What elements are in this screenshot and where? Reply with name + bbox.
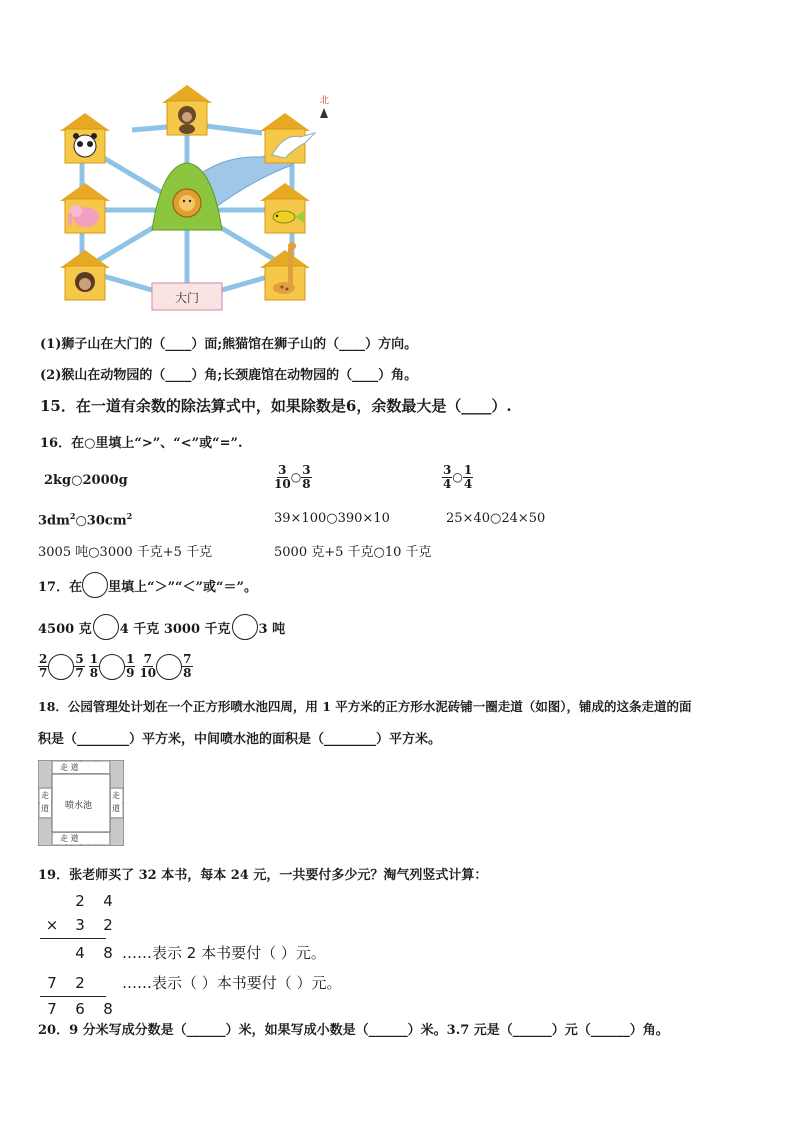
house-fish — [260, 183, 310, 233]
vm-row4-note: ……表示（ ）本书要付（ ）元。 — [122, 974, 342, 992]
vm-row5: 7 6 8 — [47, 1000, 113, 1018]
q18-line1: 18．公园管理处计划在一个正方形喷水池四周，用 1 平方米的正方形水泥砖铺一圈走道（如图），铺成的这条走道的面 — [38, 699, 692, 714]
panda-icon — [73, 133, 97, 157]
q16-item-a: 2kg○2000g — [44, 473, 128, 488]
answer-circle[interactable] — [156, 654, 182, 680]
walkway-bottom-label: 走 道 — [60, 834, 79, 843]
gate-label: 大门 — [174, 291, 200, 305]
answer-circle[interactable] — [48, 654, 74, 680]
lion-icon — [173, 189, 201, 217]
q16-item-h: 5000 克+5 千克○10 千克 — [274, 545, 432, 560]
walkway-right-label: 走道 — [112, 791, 120, 813]
q16-item-e: 39×100○390×10 — [274, 511, 390, 526]
vm-row1: 2 4 — [75, 892, 113, 910]
house-giraffe — [260, 242, 310, 300]
q16-item-d: $3dm^2○30cm^2$ — [38, 511, 133, 529]
vertical-multiplication — [38, 892, 458, 1024]
q14-line2: (2)猴山在动物园的（____）角;长颈鹿馆在动物园的（____）角。 — [40, 368, 418, 383]
gate — [152, 283, 222, 310]
walkway-left-label: 走道 — [41, 791, 49, 813]
q17-title: 17．在 里填上“＞”“＜”或“＝”。 — [38, 572, 257, 598]
q17-row1: 4500 克 4 千克 3000 千克 3 吨 — [38, 614, 285, 640]
q18-line2: 积是（________）平方米，中间喷水池的面积是（________）平方米。 — [38, 732, 442, 747]
q16-title: 16．在○里填上“>”、“<”或“=”. — [40, 436, 243, 451]
house-panda — [60, 113, 110, 163]
answer-circle[interactable] — [232, 614, 258, 640]
q17-circle-icon — [82, 572, 108, 598]
answer-circle[interactable] — [99, 654, 125, 680]
fountain-walkway-figure — [38, 760, 124, 846]
house-elephant — [60, 183, 110, 233]
q14-line1: (1)狮子山在大门的（____）面;熊猫馆在狮子山的（____）方向。 — [40, 337, 418, 352]
q16-item-g: 3005 吨○3000 千克+5 千克 — [38, 545, 213, 560]
fountain-label: 喷水池 — [65, 801, 93, 811]
answer-circle[interactable] — [93, 614, 119, 640]
gorilla-icon — [75, 272, 95, 292]
q19-text: 19．张老师买了 32 本书，每本 24 元，一共要付多少元？淘气列竖式计算： — [38, 868, 488, 883]
zoo-map-figure — [52, 85, 342, 320]
q17-row2: $\frac{2}{7}$ $\frac{5}{7}$ $\frac{1}{8}$ $\frac{1}{9}$ $\frac{7}{10}$ $\frac{7}{8}$ — [39, 652, 192, 680]
vm-row3-note: ……表示 2 本书要付（ ）元。 — [122, 944, 326, 962]
monkey-icon — [178, 106, 196, 134]
north-label: 北 — [320, 96, 330, 106]
q15-text: 15．在一道有余数的除法算式中，如果除数是6，余数最大是（____）. — [40, 397, 512, 415]
walkway-top-label: 走 道 — [60, 763, 79, 772]
q16-item-c: $\frac{3}{4}$ ○ $\frac{1}{4}$ — [443, 463, 473, 491]
house-crane — [260, 113, 315, 163]
north-arrow-icon — [320, 94, 329, 118]
vm-row3: 4 8 ……表示 2 本书要付（ ）元。 — [75, 944, 326, 962]
q16-item-b: $\frac{3}{10}$ ○ $\frac{3}{8}$ — [274, 463, 311, 491]
house-monkey — [162, 85, 212, 135]
q20-text: 20．9 分米写成分数是（______）米，如果写成小数是（______）米。3.7 元是（______）元（______）角。 — [38, 1023, 669, 1038]
vm-row2: × 3 2 — [45, 916, 113, 934]
q16-item-f: 25×40○24×50 — [446, 511, 546, 526]
vm-row4: 7 2 ……表示（ ）本书要付（ ）元。 — [47, 974, 342, 992]
